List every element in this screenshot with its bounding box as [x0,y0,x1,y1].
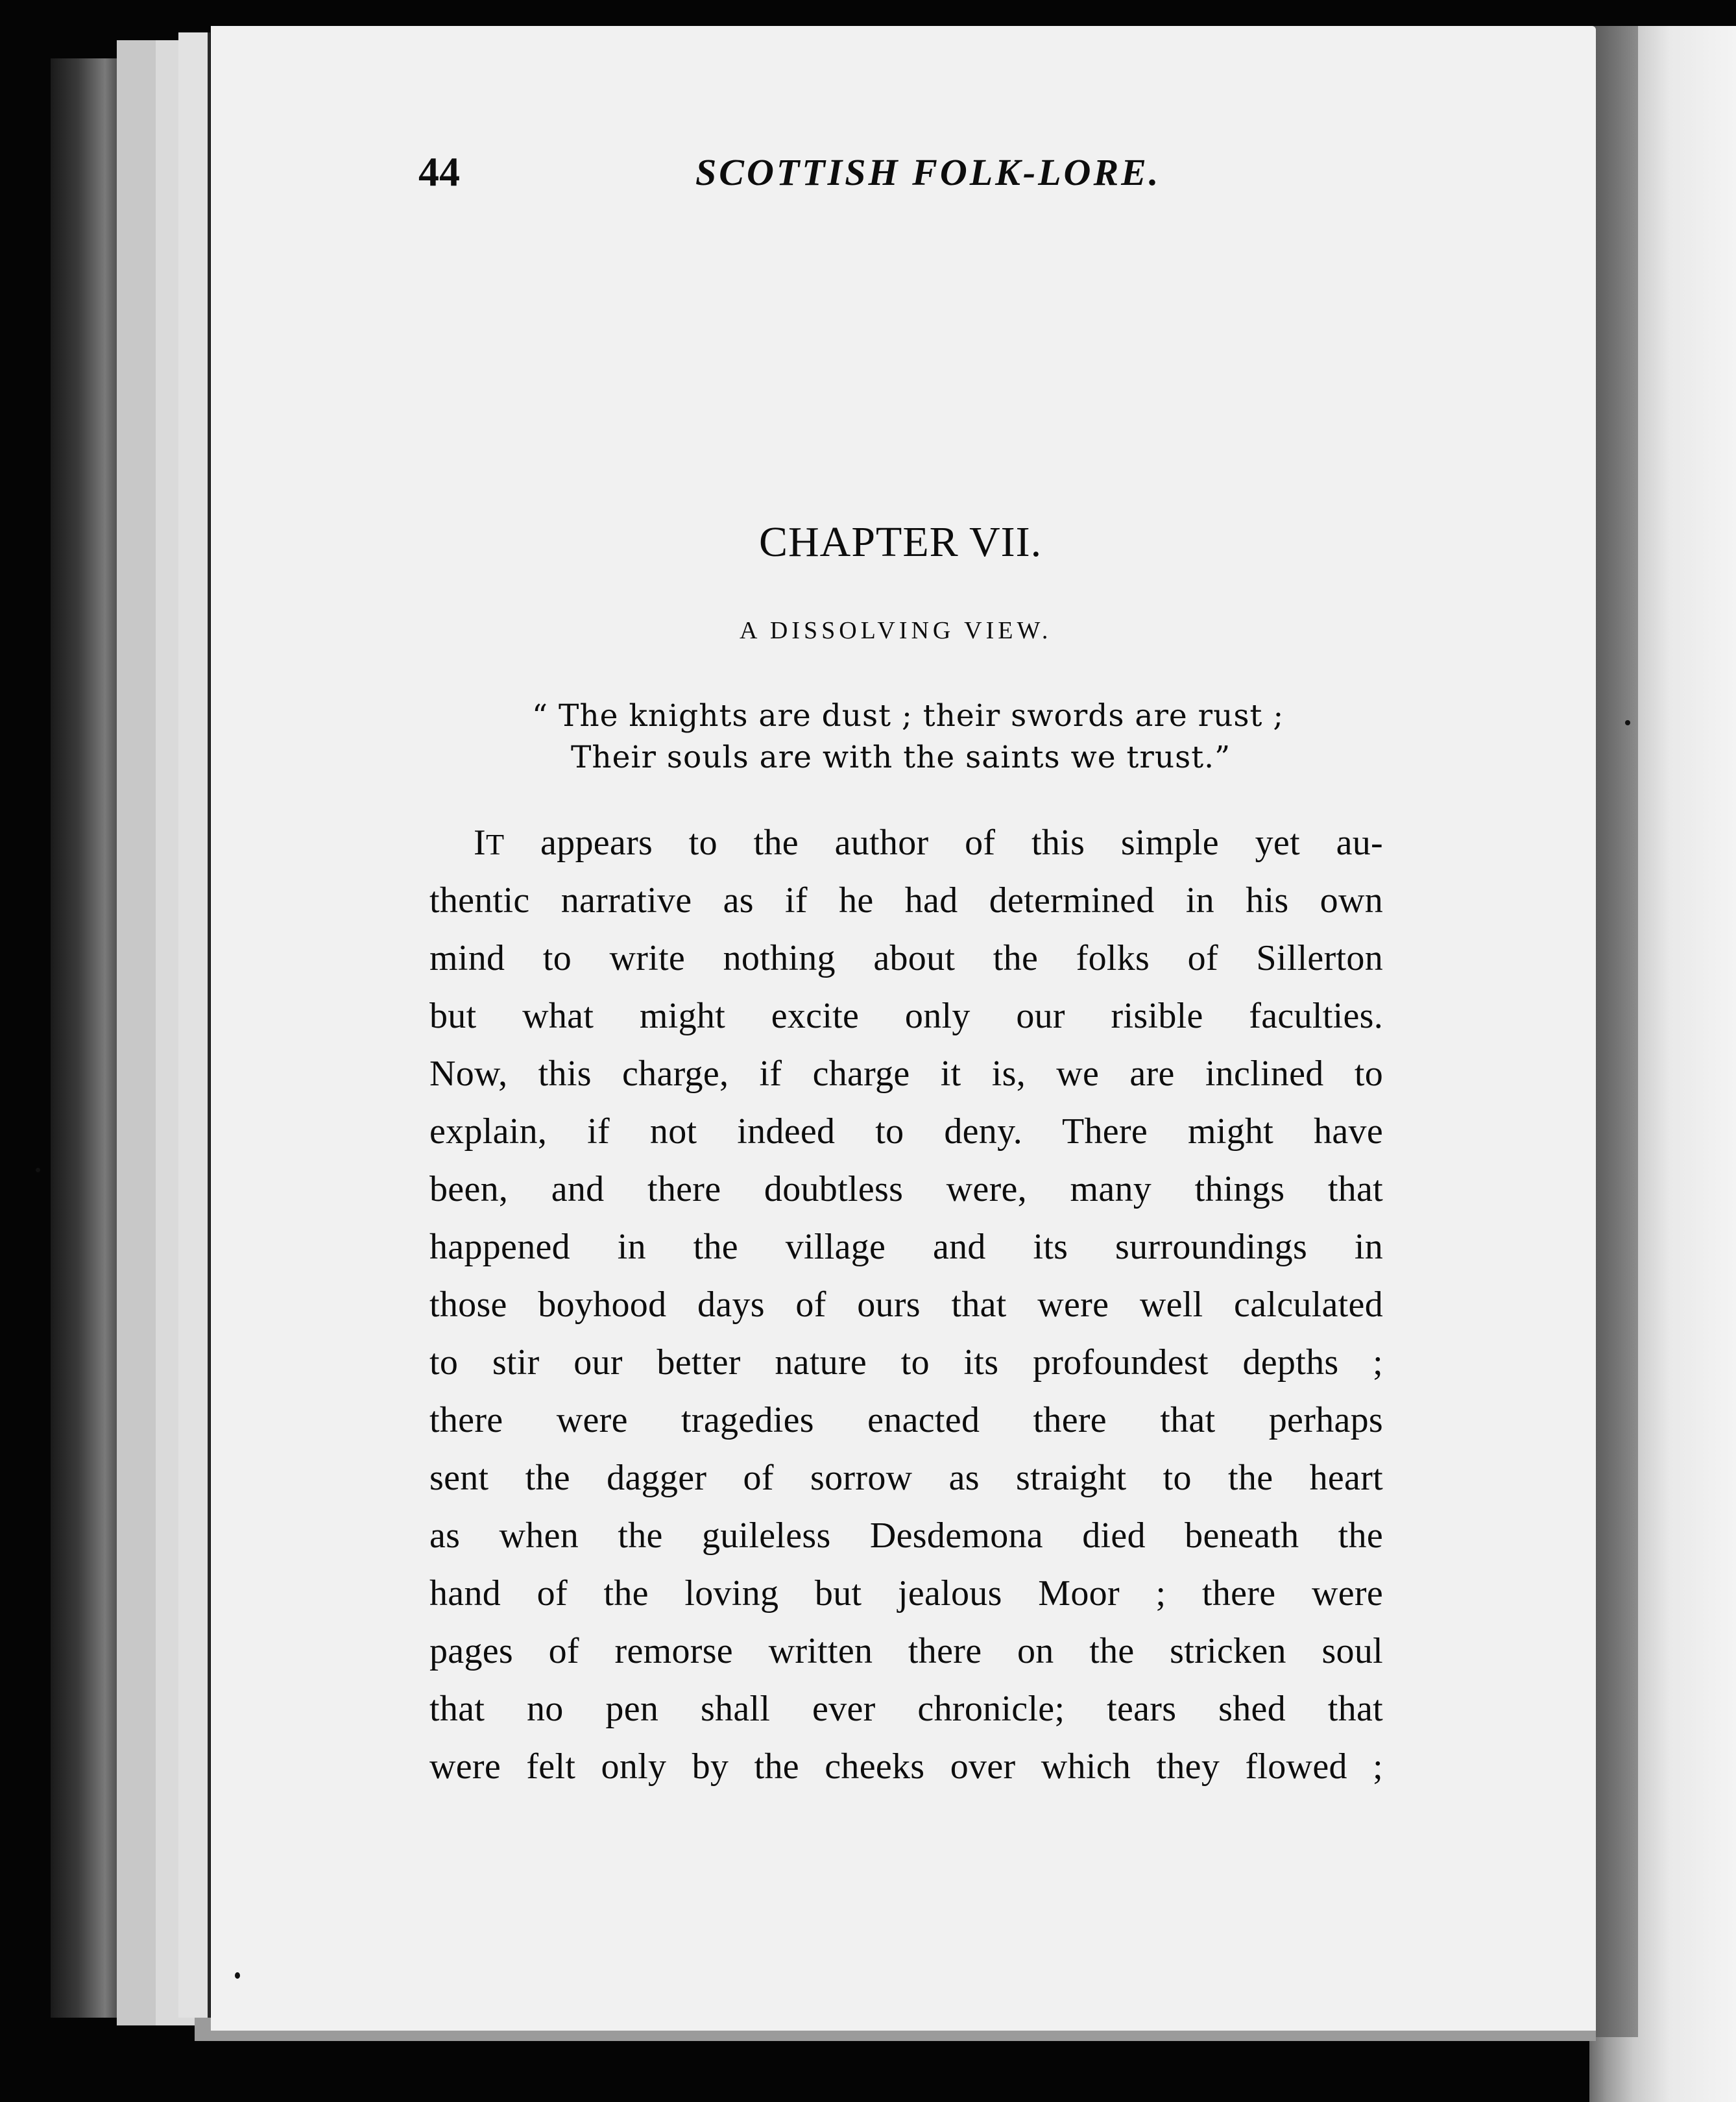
body-first-line [474,823,1383,865]
page-number: 44 [418,149,460,195]
body-line: there were tragedies enacted there that perhaps [429,1400,1383,1440]
page-stack-edge [178,32,210,2018]
body-line: Now, this charge, if charge it is, we are inclined to [429,1054,1383,1094]
body-line: were felt only by the cheeks over which they flowed ; [429,1746,1383,1787]
body-line: hand of the loving but jealous Moor ; there were [429,1573,1383,1613]
body-line: to stir our better nature to its profoundest depths ; [429,1342,1383,1383]
body-line: pages of remorse written there on the stricken soul [429,1631,1383,1671]
body-line: sent the dagger of sorrow as straight to the heart [429,1458,1383,1498]
drop-initial: I [474,823,486,863]
drop-initial-small-caps: T [485,828,505,861]
body-line: that no pen shall ever chronicle; tears shed that [429,1689,1383,1729]
scan-speck [235,1972,240,1979]
body-line: been, and there doubtless were, many things that [429,1169,1383,1209]
scan-speck [36,1168,40,1172]
body-line: but what might excite only our risible faculties. [429,996,1383,1036]
body-line: those boyhood days of ours that were well calculated [429,1285,1383,1325]
body-line: happened in the village and its surroundings in [429,1227,1383,1267]
scan-speck [1625,720,1630,725]
chapter-title: CHAPTER VII. [759,518,1043,566]
chapter-subtitle: A DISSOLVING VIEW. [740,617,1052,644]
body-line: as when the guileless Desdemona died beneath the [429,1516,1383,1556]
epigraph-line: “ The knights are dust ; their swords are rust ; [532,698,1284,734]
gutter-shadow [1593,26,1638,2037]
body-line: thentic narrative as if he had determined in his own [429,880,1383,921]
running-head: SCOTTISH FOLK-LORE. [695,151,1161,193]
first-line-text: appears to the author of this simple yet au- [504,823,1383,863]
body-line: explain, if not indeed to deny. There might have [429,1111,1383,1152]
body-line: mind to write nothing about the folks of Sillerton [429,938,1383,978]
epigraph-line: Their souls are with the saints we trust.” [571,740,1231,775]
